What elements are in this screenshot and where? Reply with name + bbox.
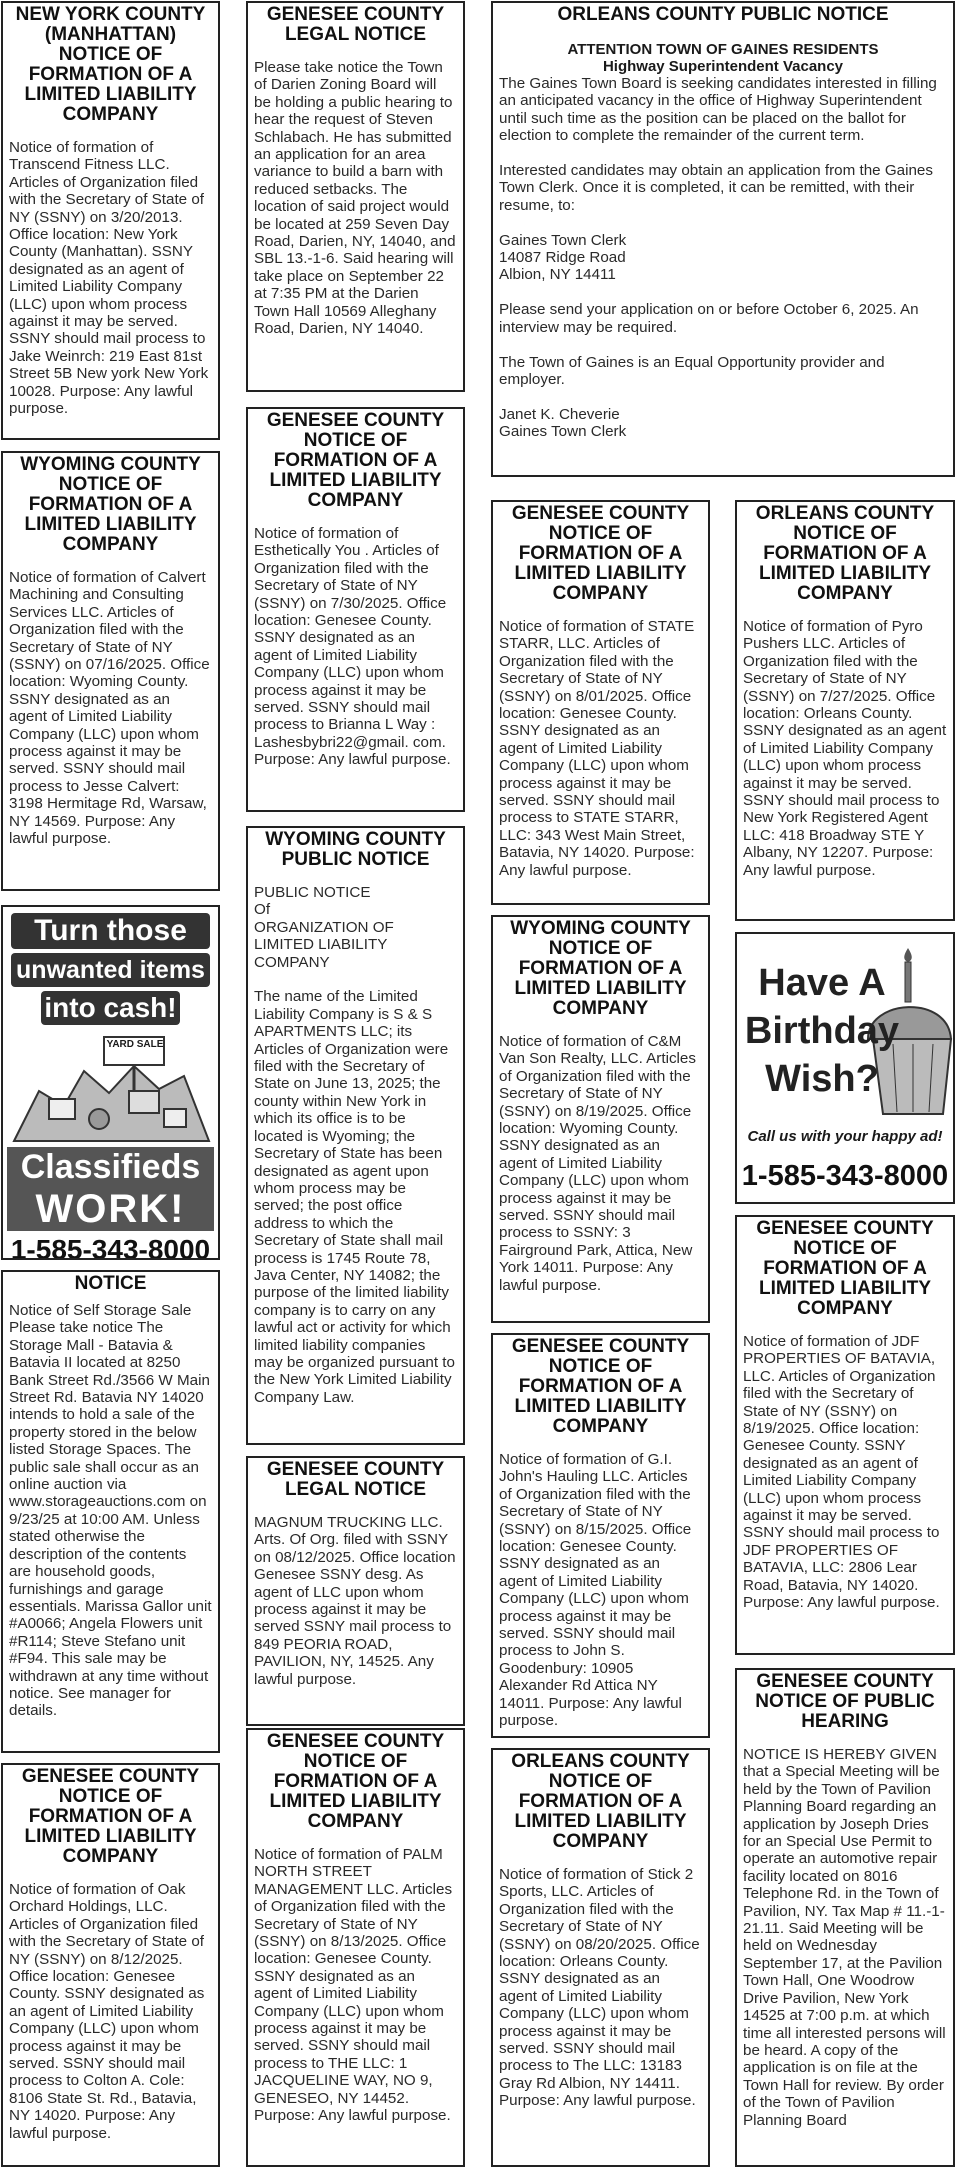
classifieds-ad xyxy=(1,905,220,1260)
notice-body: Notice of formation of Esthetically You . Articles of Organization filed with the Secretary of State of NY (SSNY) on 7/30/2025. Office location: Genesee County. SSNY designated as an agent of Limited Liability Company (LLC) upon whom process against it may be served. SSNY should mail process to Brianna L Way : Lashesbybri22@gmail. com. Purpose: Any lawful purpose. xyxy=(254,525,451,769)
notice-body: Notice of formation of Calvert Machining and Consulting Services LLC. Articles of Organization filed with the Secretary of State of NY (SSNY) on 07/16/2025. Office location: Wyoming County. SSNY designated as an agent of Limited Liability Company (LLC) upon whom process against it may be served. SSNY should mail process to Jesse Calvert: 3198 Hermitage Rd, Warsaw, NY 14569. Purpose: Any lawful purpose. xyxy=(9,569,210,848)
notice-ny-llc xyxy=(1,1,220,440)
notice-body: The Gaines Town Board is seeking candidates interested in filling an anticipated vacancy in the office of Highway Superintendent until such time as the position can be placed on the ballot for election to complete the remainder of the current term. Interested candidates may obtain an application from the Gaines Town Clerk. Once it is completed, it can be remitted, with their resume, to: Gaines Town Clerk 14087 Ridge Road Albion, NY 14411 Please send your application on or before October 6, 2025. An interview may be required. The Town of Gaines is an Equal Opportunity provider and employer. Janet K. Cheverie Gaines Town Clerk xyxy=(499,75,937,441)
notice-heading: GENESEE COUNTY LEGAL NOTICE xyxy=(266,1459,445,1500)
ad-headline-2: unwanted items xyxy=(11,953,210,987)
notice-genesee-llc-gi xyxy=(491,1333,710,1738)
notice-heading: WYOMING COUNTY NOTICE OF FORMATION OF A LIMITED LIABILITY COMPANY xyxy=(510,918,691,1019)
notice-body: Notice of formation of Oak Orchard Holdings, LLC. Articles of Organization filed with the Secretary of State of NY (SSNY) on 8/12/2025. Office location: Genesee County. SSNY designated as an agent of Limited Liability Company (LLC) upon whom process against it may be served. SSNY should mail process to Colton A. Cole: 8106 State St. Rd., Batavia, NY 14020. Purpose: Any lawful purpose. xyxy=(9,1881,205,2142)
notice-body: NOTICE IS HEREBY GIVEN that a Special Meeting will be held by the Town of Pavilion Planning Board regarding an application by Joseph Dries for an Special Use Permit to operate an automotive repair facility located on 8016 Telephone Rd. in the Town of Pavilion, NY. Tax Map # 11.-1-21.11. Said Meeting will be held on Wednesday September 17, at the Pavilion Town Hall, One Woodrow Drive Pavilion, New York 14525 at 7:00 p.m. at which time all interested persons will be heard. A copy of the application is on file at the Town Hall for review. By order of the Town of Pavilion Planning Board xyxy=(743,1746,946,2129)
notice-heading: ORLEANS COUNTY NOTICE OF FORMATION OF A LIMITED LIABILITY COMPANY xyxy=(511,1751,690,1852)
notice-self-storage xyxy=(1,1270,220,1753)
notice-genesee-legal-darien xyxy=(246,1,465,392)
notice-body: Notice of formation of Stick 2 Sports, LLC. Articles of Organization filed with the Secretary of State of NY (SSNY) on 08/20/2025. Office location: Orleans County. SSNY designated as an agent of Limited Liability Company (LLC) upon whom process against it may be served. SSNY should mail process to The LLC: 13183 Gray Rd Albion, NY 14411. Purpose: Any lawful purpose. xyxy=(499,1866,700,2110)
notice-orleans-llc-stick xyxy=(491,1748,710,2167)
notice-heading: GENESEE COUNTY NOTICE OF FORMATION OF A LIMITED LIABILITY COMPANY xyxy=(21,1766,200,1867)
notice-wyoming-llc-cm xyxy=(491,915,710,1323)
notice-body: Notice of formation of G.I. John's Hauling LLC. Articles of Organization filed with the Secretary of State of NY (SSNY) on 8/15/2025. Office location: Genesee County. SSNY designated as an agent of Limited Liability Company (LLC) upon whom process against it may be served. SSNY should mail process to John S. Goodenbury: 10905 Alexander Rd Attica NY 14011. Purpose: Any lawful purpose. xyxy=(499,1451,692,1730)
notice-body: Notice of formation of Pyro Pushers LLC. Articles of Organization filed with the Secretary of State of NY (SSNY) on 7/27/2025. Office location: Orleans County. SSNY designated as an agent of Limited Liability Company (LLC) upon whom process against it may be served. SSNY should mail process to New York Registered Agent LLC: 418 Broadway STE Y Albany, NY 12207. Purpose: Any lawful purpose. xyxy=(743,618,947,879)
notice-body: MAGNUM TRUCKING LLC. Arts. Of Org. filed with SSNY on 08/12/2025. Office location Genesee SSNY desg. As agent of LLC upon whom process against it may be served SSNY mail process to 849 PEORIA ROAD, PAVILION, NY, 14525. Any lawful purpose. xyxy=(254,1514,456,1688)
ad-headline-4: Classifieds xyxy=(7,1147,214,1187)
birthday-ad xyxy=(735,932,955,1204)
notice-genesee-legal-magnum xyxy=(246,1456,465,1726)
notice-heading: WYOMING COUNTY PUBLIC NOTICE xyxy=(265,829,446,870)
ad-phone: 1-585-343-8000 xyxy=(741,1160,949,1192)
notice-body: Notice of Self Storage Sale Please take notice The Storage Mall - Batavia & Batavia II located at 8250 Bank Street Rd./3566 W Main Street Rd. Batavia NY 14020 intends to hold a sale of the property stored in the below listed Storage Spaces. The public sale shall occur as an online auction via www.storageauctions.com on 9/23/25 at 10:00 AM. Unless stated otherwise the description of the contents are household goods, furnishings and garage essentials. Marissa Gallor unit #A0066; Angela Flowers unit #R114; Steve Stefano unit #F94. This sale may be withdrawn at any time without notice. See manager for details. xyxy=(9,1302,212,1720)
notice-heading: GENESEE COUNTY LEGAL NOTICE xyxy=(266,4,445,45)
notice-heading: NEW YORK COUNTY (MANHATTAN) NOTICE OF FORMATION OF A LIMITED LIABILITY COMPANY xyxy=(15,4,206,125)
notice-body: Please take notice the Town of Darien Zoning Board will be holding a public hearing to hear the request of Steven Schlabach. He has submitted an application for an area variance to build a barn with reduced setbacks. The location of said project would be located at 259 Seven Day Road, Darien, NY, 14040, and SBL 13.-1-6. Said hearing will take place on September 22 at 7:35 PM at the Darien Town Hall 10569 Alleghany Road, Darien, NY 14040. xyxy=(254,59,456,338)
notice-subheading-2: Highway Superintendent Vacancy xyxy=(602,58,844,75)
notice-heading: GENESEE COUNTY NOTICE OF FORMATION OF A LIMITED LIABILITY COMPANY xyxy=(756,1218,934,1319)
notice-heading: GENESEE COUNTY NOTICE OF FORMATION OF A LIMITED LIABILITY COMPANY xyxy=(511,1336,690,1437)
notice-wyoming-llc xyxy=(1,451,220,891)
notice-body: Notice of formation of JDF PROPERTIES OF BATAVIA, LLC. Articles of Organization filed with the Secretary of State of NY (SSNY) on 8/19/2025. Office location: Genesee County. SSNY designated as an agent of Limited Liability Company (LLC) upon whom process against it may be served. SSNY should mail process to JDF PROPERTIES OF BATAVIA, LLC: 2806 Lear Road, Batavia, NY 14020. Purpose: Any lawful purpose. xyxy=(743,1333,940,1612)
notice-heading: GENESEE COUNTY NOTICE OF FORMATION OF A LIMITED LIABILITY COMPANY xyxy=(511,503,690,604)
notice-heading: WYOMING COUNTY NOTICE OF FORMATION OF A LIMITED LIABILITY COMPANY xyxy=(20,454,201,555)
ad-headline-1: Have A xyxy=(758,962,886,1004)
yard-sale-illustration xyxy=(9,1031,212,1143)
notice-orleans-public xyxy=(491,1,955,477)
notice-genesee-llc-palm xyxy=(246,1728,465,2167)
yard-sale-sign: YARD SALE xyxy=(106,1039,164,1050)
notice-genesee-llc-esthetically xyxy=(246,407,465,812)
notice-heading: GENESEE COUNTY NOTICE OF FORMATION OF A LIMITED LIABILITY COMPANY xyxy=(266,1731,445,1832)
notice-subheading: ATTENTION TOWN OF GAINES RESIDENTS xyxy=(567,41,879,58)
notice-heading: GENESEE COUNTY NOTICE OF FORMATION OF A LIMITED LIABILITY COMPANY xyxy=(266,410,445,511)
ad-headline-5: WORK! xyxy=(7,1187,214,1231)
notice-body: PUBLIC NOTICE Of ORGANIZATION OF LIMITED LIABILITY COMPANY The name of the Limited Liability Company is S & S APARTMENTS LLC; its Articles of Organization were filed with the Secretary of State on June 13, 2025; the county within New York in which its office is to be located is Wyoming; the Secretary of State has been designated as agent upon whom process may be served; the post office address to which the Secretary of State shall mail process is 1745 Route 78, Java Center, NY 14082; the purpose of the limited liability company is to carry on any lawful act or activity for which limited liability companies may be organized pursuant to the New York Limited Liability Company Law. xyxy=(254,884,455,1406)
ad-headline-3: into cash! xyxy=(41,991,180,1025)
ad-headline-3: Wish? xyxy=(765,1058,879,1100)
notice-genesee-public-hearing xyxy=(735,1668,955,2167)
notice-heading: ORLEANS COUNTY PUBLIC NOTICE xyxy=(557,4,889,25)
notice-heading: NOTICE xyxy=(74,1273,147,1294)
notice-body: Notice of formation of STATE STARR, LLC. Articles of Organization filed with the Secretary of State of NY (SSNY) on 8/01/2025. Office location: Genesee County. SSNY designated as an agent of Limited Liability Company (LLC) upon whom process against it may be served. SSNY should mail process to STATE STARR, LLC: 343 West Main Street, Batavia, NY 14020. Purpose: Any lawful purpose. xyxy=(499,618,695,879)
ad-phone: 1-585-343-8000 xyxy=(10,1234,211,1260)
notice-wyoming-public xyxy=(246,826,465,1445)
notice-genesee-llc-jdf xyxy=(735,1215,955,1655)
notice-body: Notice of formation of PALM NORTH STREET MANAGEMENT LLC. Articles of Organization filed with the Secretary of State of NY (SSNY) on 8/13/2025. Office location: Genesee County. SSNY designated as an agent of Limited Liability Company (LLC) upon whom process against it may be served. SSNY should mail process to THE LLC: 1 JACQUELINE WAY, NO 9, GENESEO, NY 14452. Purpose: Any lawful purpose. xyxy=(254,1846,453,2125)
notice-genesee-llc-starr xyxy=(491,500,710,905)
ad-tagline: Call us with your happy ad! xyxy=(747,1128,943,1145)
notice-orleans-llc-pyro xyxy=(735,500,955,921)
ad-headline-1: Turn those xyxy=(11,913,210,949)
notice-genesee-llc-oak xyxy=(1,1763,220,2167)
notice-heading: GENESEE COUNTY NOTICE OF PUBLIC HEARING xyxy=(755,1671,935,1732)
notice-heading: ORLEANS COUNTY NOTICE OF FORMATION OF A LIMITED LIABILITY COMPANY xyxy=(755,503,935,604)
ad-headline-2: Birthday xyxy=(744,1010,900,1052)
notice-body: Notice of formation of Transcend Fitness LLC. Articles of Organization filed with the Secretary of State of NY (SSNY) on 3/20/2013. Office location: New York County (Manhattan). SSNY designated as an agent of Limited Liability Company (LLC) upon whom process against it may be served. SSNY should mail process to Jake Weinrch: 219 East 81st Street 5B New york New York 10028. Purpose: Any lawful purpose. xyxy=(9,139,209,418)
notice-body: Notice of formation of C&M Van Son Realty, LLC. Articles of Organization filed with the Secretary of State of NY (SSNY) on 8/19/2025. Office location: Wyoming County. SSNY designated as an agent of Limited Liability Company (LLC) upon whom process against it may be served. SSNY should mail process to SSNY: 3 Fairground Park, Attica, New York 14011. Purpose: Any lawful purpose. xyxy=(499,1033,696,1294)
